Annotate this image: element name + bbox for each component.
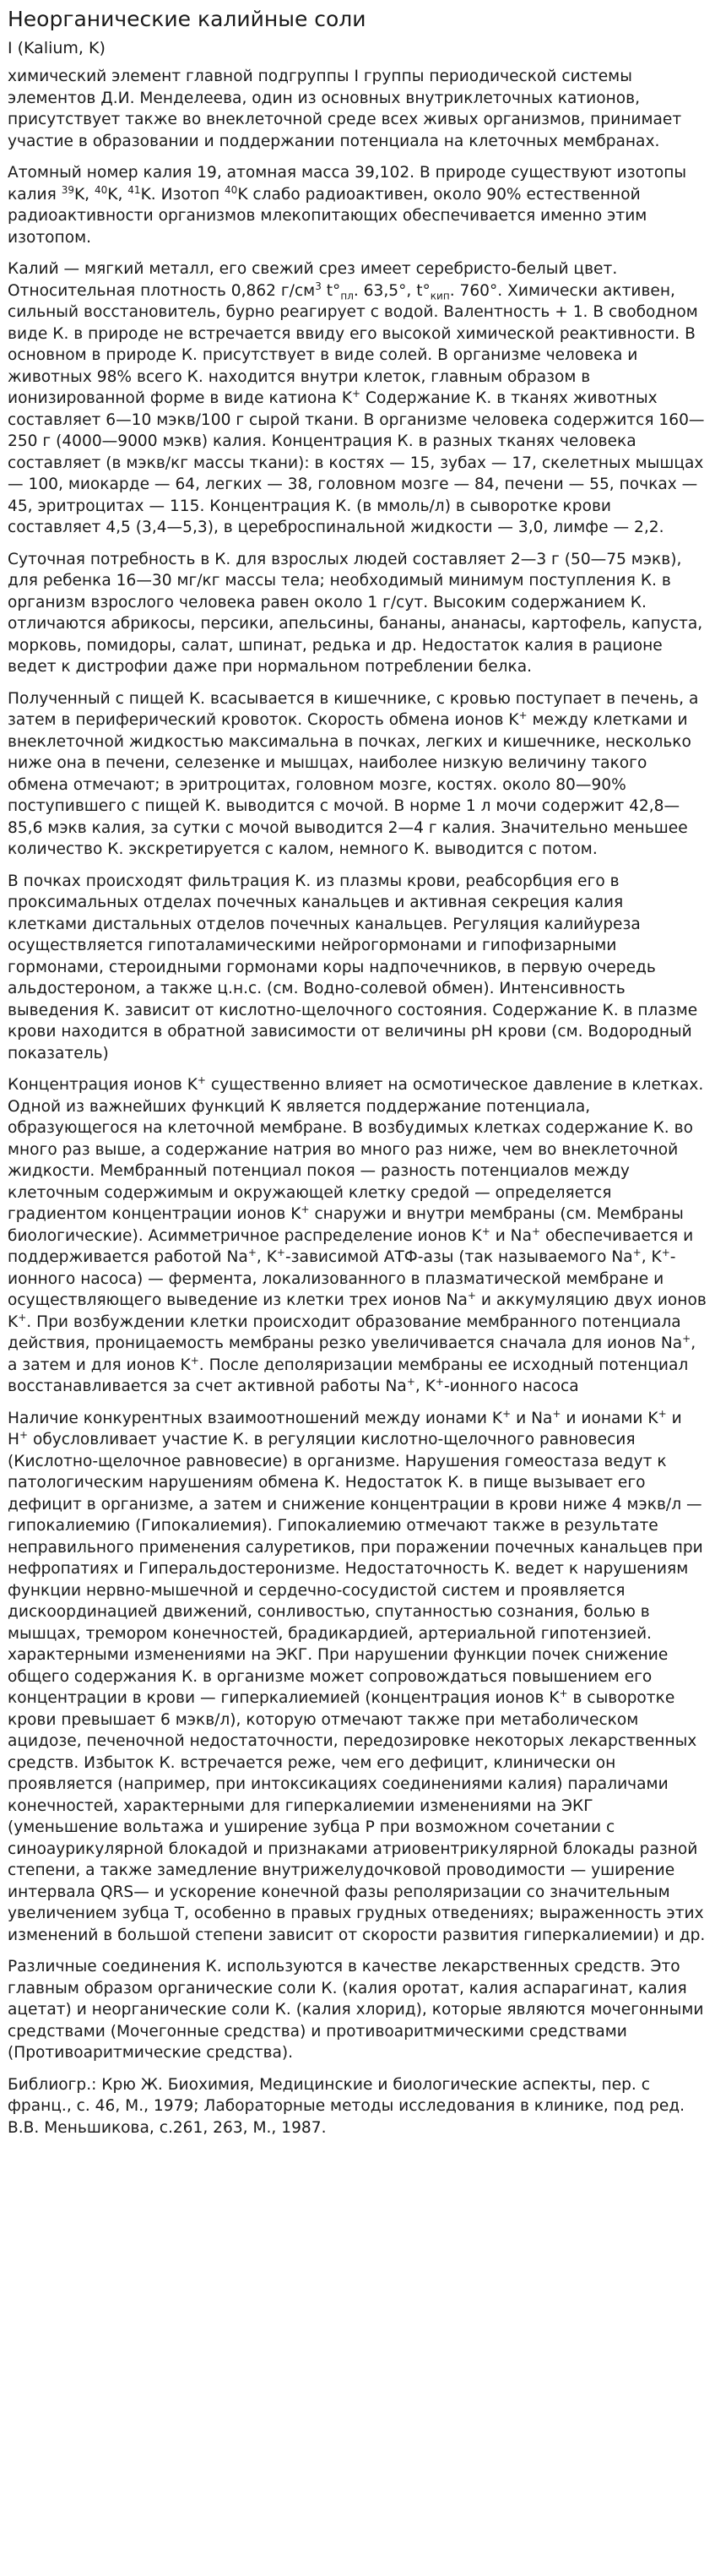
paragraph-drugs: Различные соединения К. используются в качестве лекарственных средств. Это главным образом органические соли К. (калия оротат, калия аспарагинат, калия ацетат) и неорганические соли К. (калия хлорид), которые являются мочегонными средствами (Мочегонные средства) и противоаритмическими средствами (Противоаритмические средства). [8, 1958, 704, 2062]
page-title: Неорганические калийные соли [8, 7, 366, 31]
paragraph-daily-requirement: Суточная потребность в К. для взрослых людей составляет 2—3 г (50—75 мэкв), для ребенка 16—30 мг/кг массы тела; необходимый минимум поступления К. в организм взрослого человека равен около 1 г/сут. Высоким содержанием К. отличаются абрикосы, персики, апельсины, бананы, ананасы, картофель, капуста, морковь, помидоры, салат, шпинат, редька и др. Недостаток калия в рационе ведет к дистрофии даже при нормальном потреблении белка. [8, 550, 703, 676]
article-subtitle: I (Kalium, K) [8, 39, 106, 57]
paragraph-properties: Калий — мягкий металл, его свежий срез имеет серебристо-белый цвет. Относительная плотность 0,862 $г/см^3$ $t^\circ_{пл}$. 63,5°, $t^\circ_{кип}$. 760°. Химически активен, сильный восстановитель, бурно реагирует с водой. Валентность + 1. В свободном виде К. в природе не встречается ввиду его высокой химической реактивности. В основном в природе К. присутствует в виде солей. В организме человека и животных 98% всего К. находится внутри клеток, главным образом в ионизированной форме в виде катиона K+ Содержание К. в тканях животных составляет 6—10 мэкв/100 г сырой ткани. В организме человека содержится 160—250 г (4000—9000 мэкв) калия. Концентрация К. в разных тканях человека составляет (в мэкв/кг массы ткани): в костях — 15, зубах — 17, скелетных мышцах — 100, миокарде — 64, легких — 38, головном мозге — 84, печени — 55, почках — 45, эритроцитах — 115. Концентрация К. (в ммоль/л) в сыворотке крови составляет 4,5 (3,4—5,3), в цереброспинальной жидкости — 3,0, лимфе — 2,2. [8, 260, 705, 536]
article [0, 7, 715, 2139]
paragraph-bibliography: Библиогр.: Крю Ж. Биохимия, Медицинские и биологические аспекты, пер. с франц., с. 46, М., 1979; Лабораторные методы исследования в клинике, под ред. В.В. Меньшикова, с.261, 263, М., 1987. [8, 2075, 685, 2137]
paragraph-definition: химический элемент главной подгруппы I группы периодической системы элементов Д.И. Менделеева, один из основных внутриклеточных катионов, присутствует также во внеклеточной среде всех живых организмов, принимает участие в образовании и поддержании потенциала на клеточных мембранах. [8, 68, 682, 150]
paragraph-homeostasis: Наличие конкурентных взаимоотношений между ионами K+ и Na+ и ионами K+ и H+ обусловливает участие К. в регуляции кислотно-щелочного равновесия (Кислотно-щелочное равновесие) в организме. Нарушения гомеостаза ведут к патологическим нарушениям обмена К. Недостаток К. в пище вызывает его дефицит в организме, а затем и снижение концентрации в крови ниже 4 мэкв/л — гипокалиемию (Гипокалиемия). Гипокалиемию отмечают также в результате неправильного применения салуретиков, при поражении почечных канальцев при нефропатиях и Гиперальдостеронизме. Недостаточность К. ведет к нарушениям функции нервно-мышечной и сердечно-сосудистой систем и проявляется дискоординацией движений, сонливостью, спутанностью сознания, болью в мышцах, тремором конечностей, брадикардией, артериальной гипотензией. характерными изменениями на ЭКГ. При нарушении функции почек снижение общего содержания К. в организме может сопровождаться повышением его концентрации в крови — гиперкалиемией (концентрация ионов K+ в сыворотке крови превышает 6 мэкв/л), которую отмечают также при метаболическом ацидозе, печеночной недостаточности, передозировке некоторых лекарственных средств. Избыток К. встречается реже, чем его дефицит, клинически он проявляется (например, при интоксикациях соединениями калия) параличами конечностей, характерными для гиперкалиемии изменениями на ЭКГ (уменьшение вольтажа и уширение зубца Р при возможном сочетании с синоаурикулярной блокадой и признаками атриовентрикулярной блокады разной степени, а также замедление внутрижелудочковой проводимости — уширение интервала QRS— и ускорение конечной фазы реполяризации со значительным увеличением зубца Т, особенно в правых грудных отведениях; выраженность этих изменений в большой степени зависит от скорости развития гиперкалиемии) и др. [8, 1407, 706, 1944]
paragraph-isotopes: Атомный номер калия 19, атомная масса 39,102. В природе существуют изотопы калия $^{39}$K, $^{40}$K, $^{41}$K. Изотоп $^{40}$K слабо радиоактивен, около 90% естественной радиоактивности организмов млекопитающих обеспечивается именно этим изотопом. [8, 164, 687, 247]
paragraph-membrane-potential: Концентрация ионов K+ существенно влияет на осмотическое давление в клетках. Одной из важнейших функций К является поддержание потенциала, образующегося на клеточной мембране. В возбудимых клетках содержание К. во много раз выше, а содержание натрия во много раз ниже, чем во внеклеточной жидкости. Мембранный потенциал покоя — разность потенциалов между клеточным содержимым и окружающей клетку средой — определяется градиентом концентрации ионов K+ снаружи и внутри мембраны (см. Мембраны биологические). Асимметричное распределение ионов K+ и Na+ обеспечивается и поддерживается работой Na+, K+-зависимой АТФ-азы (так называемого Na+, K+-ионного насоса) — фермента, локализованного в плазматической мембране и осуществляющего выведение из клетки трех ионов Na+ и аккумуляцию двух ионов K+. При возбуждении клетки происходит образование мембранного потенциала действия, проницаемость мембраны резко увеличивается сначала для ионов Na+, а затем и для ионов K+. После деполяризации мембраны ее исходный потенциал восстанавливается за счет активной работы Na+, K+-ионного насоса [8, 1073, 707, 1395]
paragraph-kidneys: В почках происходят фильтрация К. из плазмы крови, реабсорбция его в проксимальных отделах почечных канальцев и активная секреция калия клетками дистальных отделов почечных канальцев. Регуляция калийуреза осуществляется гипоталамическими нейрогормонами и гипофизарными гормонами, стероидными гормонами коры надпочечников, в первую очередь альдостероном, а также ц.н.с. (см. Водно-солевой обмен). Интенсивность выведения К. зависит от кислотно-щелочного состояния. Содержание К. в плазме крови находится в обратной зависимости от величины pH крови (см. Водородный показатель) [8, 872, 698, 1062]
paragraph-absorption: Полученный с пищей К. всасывается в кишечнике, с кровью поступает в печень, а затем в периферический кровоток. Скорость обмена ионов K+ между клетками и внеклеточной жидкостью максимальна в почках, легких и кишечнике, несколько ниже она в печени, селезенке и мышцах, наиболее низкую величину такого обмена отмечают; в эритроцитах, головном мозге, костях. около 80—90% поступившего с пищей К. выводится с мочой. В норме 1 л мочи содержит 42,8—85,6 мэкв калия, за сутки с мочой выводится 2—4 г калия. Значительно меньшее количество К. экскретируется с калом, немного К. выводится с потом. [8, 689, 699, 858]
